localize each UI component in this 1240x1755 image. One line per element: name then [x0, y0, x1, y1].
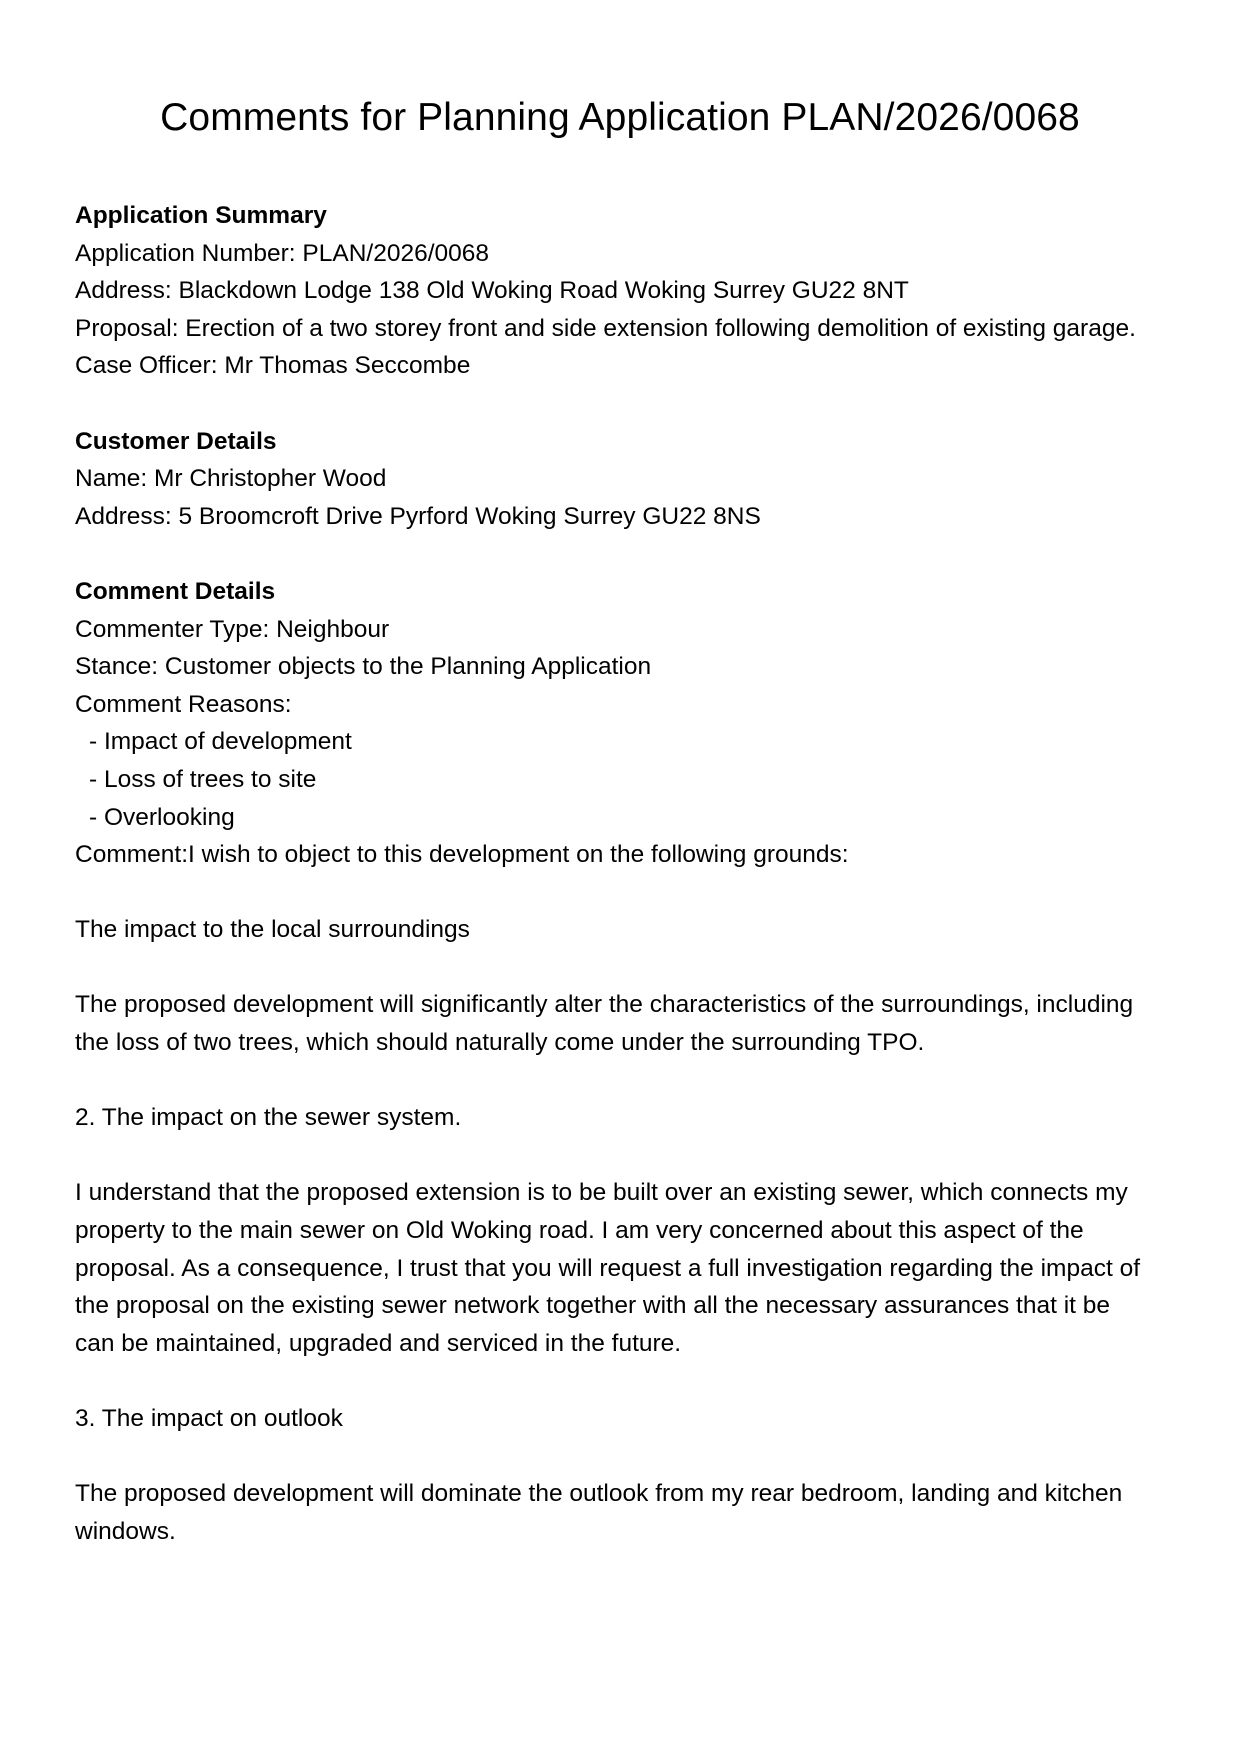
commenter-type: Commenter Type: Neighbour: [75, 615, 390, 643]
comment-details-heading: Comment Details: [75, 577, 276, 605]
point2-text-line: proposal. As a consequence, I trust that you will request a full investigation regarding the impact of: [75, 1254, 1140, 1282]
point3-text-line: The proposed development will dominate the outlook from my rear bedroom, landing and kitchen: [75, 1480, 1123, 1508]
point1-heading: The impact to the local surroundings: [75, 916, 470, 944]
application-address: Address: Blackdown Lodge 138 Old Woking Road Woking Surrey GU22 8NT: [75, 277, 909, 305]
customer-details-section: [75, 423, 1180, 536]
page-title: Comments for Planning Application PLAN/2026/0068: [160, 96, 1080, 139]
point2-text-line: I understand that the proposed extension is to be built over an existing sewer, which connects my: [75, 1179, 1128, 1207]
point2-text-line: can be maintained, upgraded and serviced in the future.: [75, 1329, 682, 1357]
point3-text-line: windows.: [75, 1517, 176, 1545]
application-proposal: Proposal: Erection of a two storey front and side extension following demolition of existing garage.: [75, 314, 1136, 342]
spacer: [75, 1362, 1180, 1400]
comment-intro: Comment:I wish to object to this development on the following grounds:: [75, 841, 849, 869]
point2-text-line: property to the main sewer on Old Woking road. I am very concerned about this aspect of the: [75, 1217, 1084, 1245]
point1-text-line: The proposed development will significantly alter the characteristics of the surroundings, including: [75, 991, 1134, 1019]
spacer: [75, 535, 1180, 573]
customer-address: Address: 5 Broomcroft Drive Pyrford Woking Surrey GU22 8NS: [75, 502, 761, 530]
point2-heading: 2. The impact on the sewer system.: [75, 1104, 462, 1132]
spacer: [75, 1438, 1180, 1476]
application-summary-heading: Application Summary: [75, 202, 327, 229]
point2-text-line: the proposal on the existing sewer network together with all the necessary assurances that it be: [75, 1292, 1111, 1320]
point1-text-line: the loss of two trees, which should naturally come under the surrounding TPO.: [75, 1029, 925, 1057]
comment-reason-item: - Loss of trees to site: [89, 765, 317, 793]
comment-reason-item: - Impact of development: [89, 728, 352, 756]
spacer: [75, 874, 1180, 912]
document-body: [75, 197, 1180, 1550]
spacer: [75, 1137, 1180, 1175]
application-number: Application Number: PLAN/2026/0068: [75, 239, 490, 267]
case-officer: Case Officer: Mr Thomas Seccombe: [75, 352, 471, 380]
comment-details-section: [75, 573, 1180, 1550]
application-summary-section: [75, 197, 1180, 385]
stance: Stance: Customer objects to the Planning Application: [75, 653, 652, 681]
spacer: [75, 949, 1180, 987]
customer-details-heading: Customer Details: [75, 427, 277, 455]
comment-reasons-label: Comment Reasons:: [75, 690, 292, 718]
spacer: [75, 1062, 1180, 1100]
comment-reason-item: - Overlooking: [89, 803, 235, 831]
customer-name: Name: Mr Christopher Wood: [75, 465, 387, 493]
spacer: [75, 385, 1180, 423]
point3-heading: 3. The impact on outlook: [75, 1405, 343, 1432]
